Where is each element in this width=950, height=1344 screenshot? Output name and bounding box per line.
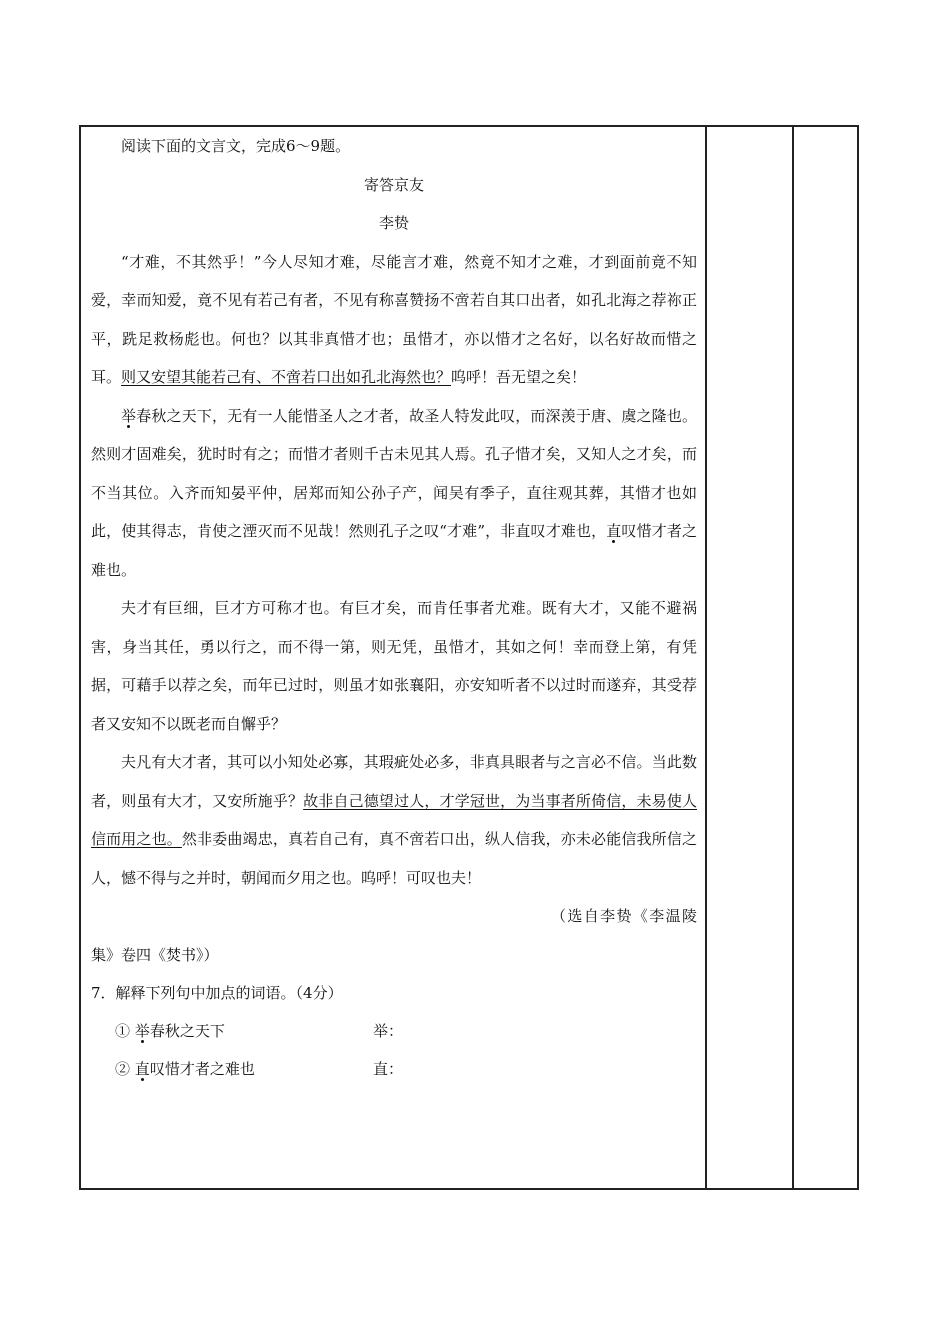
paragraph-4: [91, 743, 697, 897]
paragraph-2-text: 春秋之天下，无有一人能惜圣人之才者，故圣人特发此叹，而深羡于唐、虞之隆也。然则才固难矣，犹时时有之；而惜才者则千古未见其人焉。孔子惜才矣，又知人之才矣，而不当其位。入齐而知晏平仲，居郑而知公孙子产，闻吴有季子，直往观其葬，其惜才也如此，使其得志，肯使之湮灭而不见哉！然则孔子之叹“才难”，非直叹才难也，: [91, 406, 697, 540]
dotted-word: 举: [134, 1022, 150, 1040]
paragraph-2-end: 叹惜才者之难也。: [91, 522, 697, 579]
column-divider-1: [705, 127, 707, 1188]
document-table: [79, 125, 859, 1190]
underlined-sentence-2: 故非自己德望过人，才学冠世，为当事者所倚信，未易使人信而用之也。: [91, 791, 697, 848]
passage-title: 寄答京友: [363, 175, 424, 194]
answer-blank-label: 举：: [373, 1022, 404, 1040]
answer-blank-label: 直：: [373, 1060, 404, 1078]
question-7-stem: 7．解释下列句中加点的词语。（4分）: [91, 984, 343, 1002]
paragraph-1: [91, 243, 697, 397]
passage-author: 李贽: [378, 214, 409, 232]
dotted-word-zhi: 直: [606, 522, 622, 540]
instructions: 阅读下面的文言文，完成6～9题。: [121, 137, 351, 155]
dotted-word-ju: 举: [121, 406, 137, 425]
paragraph-1-end: 呜呼！吾无望之矣！: [451, 368, 587, 386]
item-number: ②: [115, 1060, 131, 1078]
item-number: ①: [115, 1022, 131, 1040]
item-sentence: 叹惜才者之难也: [149, 1060, 255, 1078]
question-7-item-1: [91, 1012, 697, 1050]
paragraph-4-end: 然非委曲竭忠，真若自己有，真不啻若口出，纵人信我，亦未必能信我所信之人，憾不得与之并时，朝闻而夕用之也。呜呼！可叹也夫！: [91, 830, 697, 887]
item-sentence: 春秋之天下: [149, 1022, 225, 1040]
dotted-word: 直: [134, 1060, 150, 1078]
column-divider-2: [792, 127, 794, 1188]
paragraph-3: 夫才有巨细，巨才方可称才也。有巨才矣，而肯任事者尤难。既有大才，又能不避祸害，身当其任，勇以行之，而不得一第，则无凭，虽惜才，其如之何！幸而登上第，有凭据，可藉手以荐之矣，而年已过时，则虽才如张襄阳，亦安知听者不以过时而遂弃，其受荐者又安知不以既老而自懈乎？: [91, 599, 697, 733]
underlined-sentence-1: 则又安望其能若己有、不啻若口出如孔北海然也？: [121, 368, 452, 386]
paragraph-2: [91, 397, 697, 590]
reading-passage-cell: [91, 127, 697, 1088]
paragraph-1-text: “才难，不其然乎！”今人尽知才难，尽能言才难，然竟不知才之难，才到面前竟不知爱，幸而知爱，竟不见有若己有者，不见有称喜赞扬不啻若自其口出者，如孔北海之荐祢正平，跣足救杨彪也。何也？以其非真惜才也；虽惜才，亦以惜才之名好，以名好故而惜之耳。: [91, 252, 697, 386]
paragraph-4-text: 夫凡有大才者，其可以小知处必寡，其瑕疵处必多，非真具眼者与之言必不信。当此数者，则虽有大才，又安所施乎？: [91, 753, 697, 810]
source-citation: （选自李贽《李温陵集》卷四《焚书》）: [91, 907, 697, 964]
question-7-item-2: [91, 1050, 697, 1088]
